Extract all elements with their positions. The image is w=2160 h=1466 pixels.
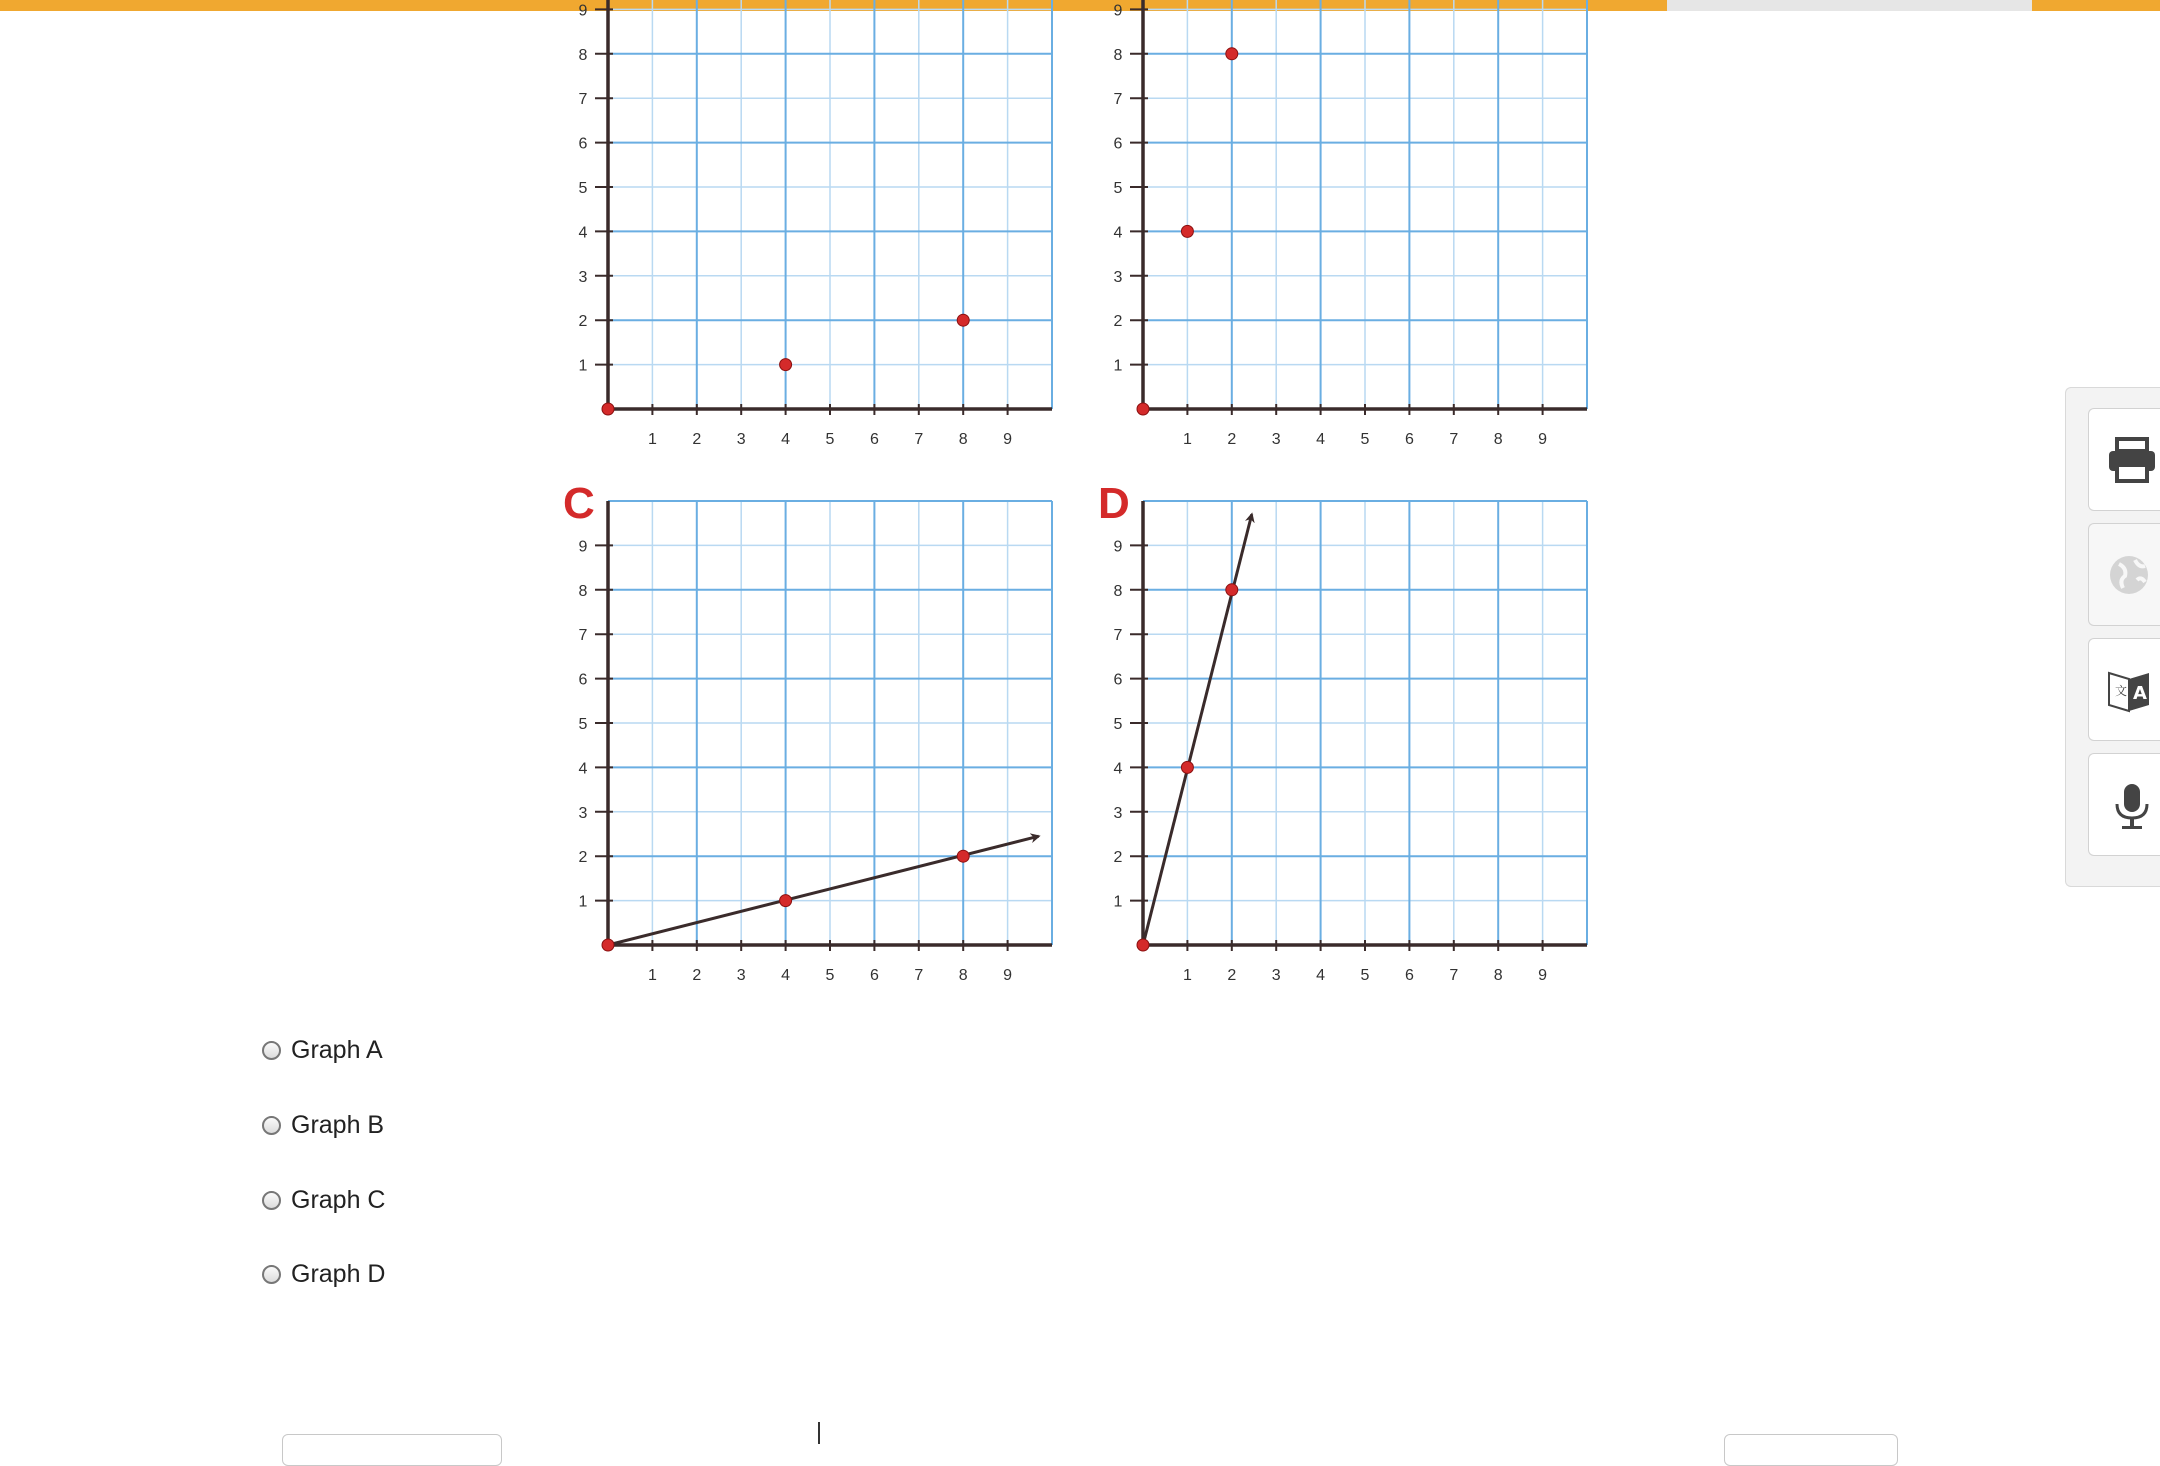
y-tick-label: 2	[578, 313, 588, 331]
x-tick-label: 2	[1227, 967, 1237, 984]
graph-letter-label: C	[563, 479, 595, 528]
y-tick-label: 2	[1113, 313, 1123, 331]
globe-icon	[2107, 552, 2157, 598]
print-button[interactable]	[2088, 408, 2160, 511]
x-tick-label: 7	[914, 431, 924, 448]
y-tick-label: 6	[578, 671, 588, 689]
graph-b	[1114, 0, 1587, 448]
y-tick-label: 7	[1113, 91, 1123, 109]
y-tick-label: 5	[578, 180, 588, 197]
y-tick-label: 8	[578, 582, 588, 600]
x-tick-label: 8	[958, 967, 968, 984]
y-tick-label: 3	[578, 268, 588, 286]
option-label: Graph B	[291, 1111, 385, 1139]
x-tick-label: 9	[1538, 967, 1548, 984]
y-tick-label: 1	[578, 893, 588, 911]
data-point	[1181, 225, 1193, 237]
option-label: Graph A	[291, 1036, 383, 1064]
x-tick-label: 1	[647, 967, 657, 984]
x-tick-label: 6	[869, 967, 879, 984]
x-tick-label: 1	[1182, 967, 1192, 984]
x-tick-label: 8	[1493, 967, 1503, 984]
y-tick-label: 7	[1113, 627, 1123, 645]
previous-button[interactable]	[282, 1434, 502, 1466]
x-tick-label: 6	[869, 431, 879, 448]
y-tick-label: 4	[578, 760, 588, 778]
y-tick-label: 3	[1113, 268, 1123, 286]
y-tick-label: 9	[578, 2, 588, 20]
svg-text:文: 文	[2115, 684, 2128, 698]
x-tick-label: 4	[1316, 431, 1326, 448]
y-tick-label: 8	[1113, 582, 1123, 600]
x-tick-label: 4	[1316, 967, 1326, 984]
y-tick-label: 9	[1113, 2, 1123, 20]
option-label: Graph C	[291, 1186, 386, 1214]
x-tick-label: 8	[958, 431, 968, 448]
option-graph-b[interactable]	[262, 1111, 384, 1140]
y-tick-label: 7	[578, 627, 588, 645]
graph-line	[608, 836, 1039, 945]
x-tick-label: 3	[1271, 967, 1281, 984]
y-tick-label: 5	[1113, 716, 1123, 733]
x-tick-label: 6	[1404, 967, 1414, 984]
x-tick-label: 3	[1271, 431, 1281, 448]
y-tick-label: 1	[1113, 357, 1123, 375]
x-tick-label: 2	[692, 431, 702, 448]
graph-line	[1143, 514, 1252, 945]
x-tick-label: 4	[781, 431, 791, 448]
x-tick-label: 1	[1182, 431, 1192, 448]
x-tick-label: 1	[647, 431, 657, 448]
translate-button[interactable]	[2088, 638, 2160, 741]
y-tick-label: 8	[578, 46, 588, 64]
option-graph-a[interactable]	[262, 1036, 383, 1065]
data-point	[1137, 403, 1149, 415]
x-tick-label: 4	[781, 967, 791, 984]
y-tick-label: 4	[1113, 224, 1123, 242]
microphone-icon	[2107, 782, 2157, 832]
y-tick-label: 8	[1113, 46, 1123, 64]
graph-d	[1098, 479, 1587, 984]
svg-text:A: A	[2133, 683, 2147, 704]
y-tick-label: 3	[1113, 804, 1123, 822]
x-tick-label: 9	[1003, 967, 1013, 984]
x-tick-label: 5	[825, 967, 835, 984]
y-tick-label: 3	[578, 804, 588, 822]
progress-bar-fill-right	[2032, 0, 2160, 11]
x-tick-label: 2	[692, 967, 702, 984]
y-tick-label: 6	[578, 135, 588, 153]
x-tick-label: 2	[1227, 431, 1237, 448]
y-tick-label: 5	[1113, 180, 1123, 197]
side-toolbar	[2065, 387, 2160, 887]
translate-icon	[2107, 667, 2157, 717]
x-tick-label: 6	[1404, 431, 1414, 448]
option-graph-d[interactable]	[262, 1260, 385, 1289]
x-tick-label: 7	[1449, 967, 1459, 984]
graph-c	[563, 479, 1052, 984]
radio-graph-c[interactable]	[262, 1191, 281, 1210]
y-tick-label: 9	[1113, 538, 1123, 556]
radio-graph-a[interactable]	[262, 1041, 281, 1060]
data-point	[957, 850, 969, 862]
x-tick-label: 7	[1449, 431, 1459, 448]
y-tick-label: 9	[578, 538, 588, 556]
next-button[interactable]	[1724, 1434, 1898, 1466]
y-tick-label: 4	[578, 224, 588, 242]
globe-button[interactable]	[2088, 523, 2160, 626]
y-tick-label: 6	[1113, 671, 1123, 689]
text-cursor	[818, 1422, 820, 1444]
x-tick-label: 3	[736, 967, 746, 984]
question-figure-graphs	[545, 0, 1605, 990]
data-point	[957, 314, 969, 326]
data-point	[1226, 48, 1238, 60]
x-tick-label: 5	[1360, 431, 1370, 448]
data-point	[602, 939, 614, 951]
data-point	[780, 359, 792, 371]
y-tick-label: 5	[578, 716, 588, 733]
x-tick-label: 3	[736, 431, 746, 448]
data-point	[602, 403, 614, 415]
data-point	[1181, 761, 1193, 773]
x-tick-label: 5	[825, 431, 835, 448]
data-point	[780, 895, 792, 907]
y-tick-label: 2	[1113, 849, 1123, 867]
radio-graph-d[interactable]	[262, 1265, 281, 1284]
data-point	[1137, 939, 1149, 951]
graph-letter-label: D	[1098, 479, 1130, 528]
y-tick-label: 6	[1113, 135, 1123, 153]
read-aloud-button[interactable]	[2088, 753, 2160, 856]
radio-graph-b[interactable]	[262, 1116, 281, 1135]
x-tick-label: 8	[1493, 431, 1503, 448]
x-tick-label: 9	[1538, 431, 1548, 448]
x-tick-label: 7	[914, 967, 924, 984]
graph-a	[579, 0, 1052, 448]
option-label: Graph D	[291, 1260, 386, 1288]
y-tick-label: 7	[578, 91, 588, 109]
printer-icon	[2107, 437, 2157, 483]
y-tick-label: 2	[578, 849, 588, 867]
y-tick-label: 4	[1113, 760, 1123, 778]
x-tick-label: 9	[1003, 431, 1013, 448]
data-point	[1226, 584, 1238, 596]
y-tick-label: 1	[1113, 893, 1123, 911]
y-tick-label: 1	[578, 357, 588, 375]
option-graph-c[interactable]	[262, 1186, 385, 1215]
x-tick-label: 5	[1360, 967, 1370, 984]
